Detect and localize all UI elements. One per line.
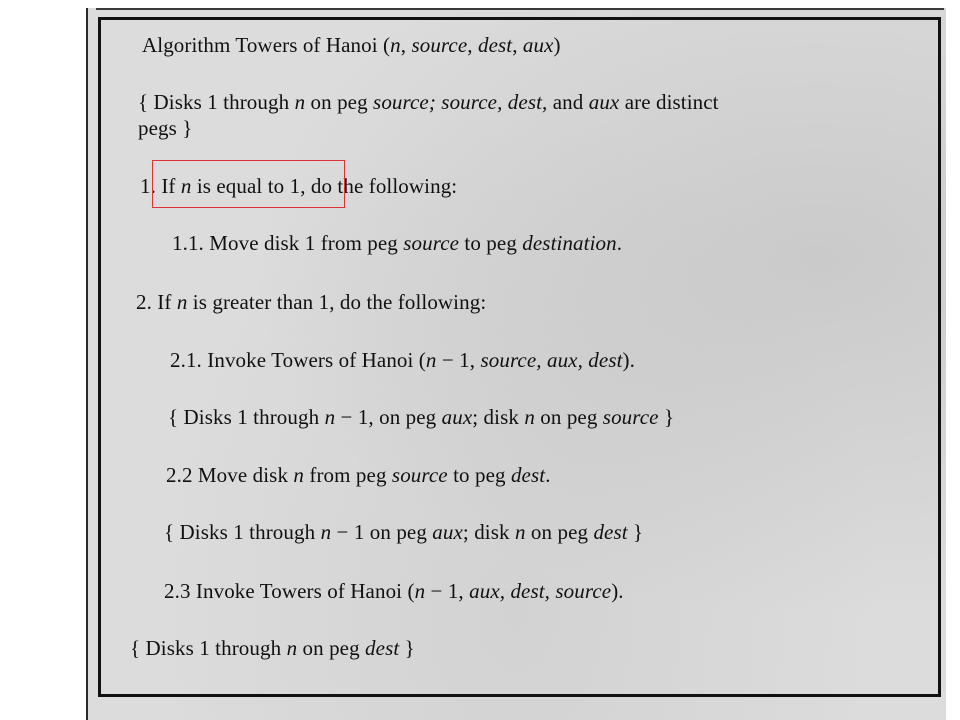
step-2: 2. If n is greater than 1, do the following:: [136, 290, 487, 314]
assertion-1: { Disks 1 through n − 1, on peg aux; disk n on peg source }: [168, 405, 675, 429]
step-2-3: 2.3 Invoke Towers of Hanoi (n − 1, aux, dest, source).: [164, 579, 624, 603]
step-2-1: 2.1. Invoke Towers of Hanoi (n − 1, source, aux, dest).: [170, 348, 635, 372]
step-1-1: 1.1. Move disk 1 from peg source to peg destination.: [172, 231, 623, 255]
precondition-line-2: pegs }: [138, 116, 193, 140]
assertion-2: { Disks 1 through n − 1 on peg aux; disk n on peg dest }: [164, 520, 644, 544]
highlight-box: [152, 160, 345, 208]
page-edge: [96, 8, 944, 10]
algorithm-title: Algorithm Towers of Hanoi (n, source, dest, aux): [142, 33, 561, 57]
step-1: 1. If n is equal to 1, do the following:: [140, 174, 458, 198]
step-2-2: 2.2 Move disk n from peg source to peg dest.: [166, 463, 551, 487]
postcondition: { Disks 1 through n on peg dest }: [130, 636, 415, 660]
precondition-line-1: { Disks 1 through n on peg source; source, dest, and aux are distinct: [138, 90, 719, 114]
